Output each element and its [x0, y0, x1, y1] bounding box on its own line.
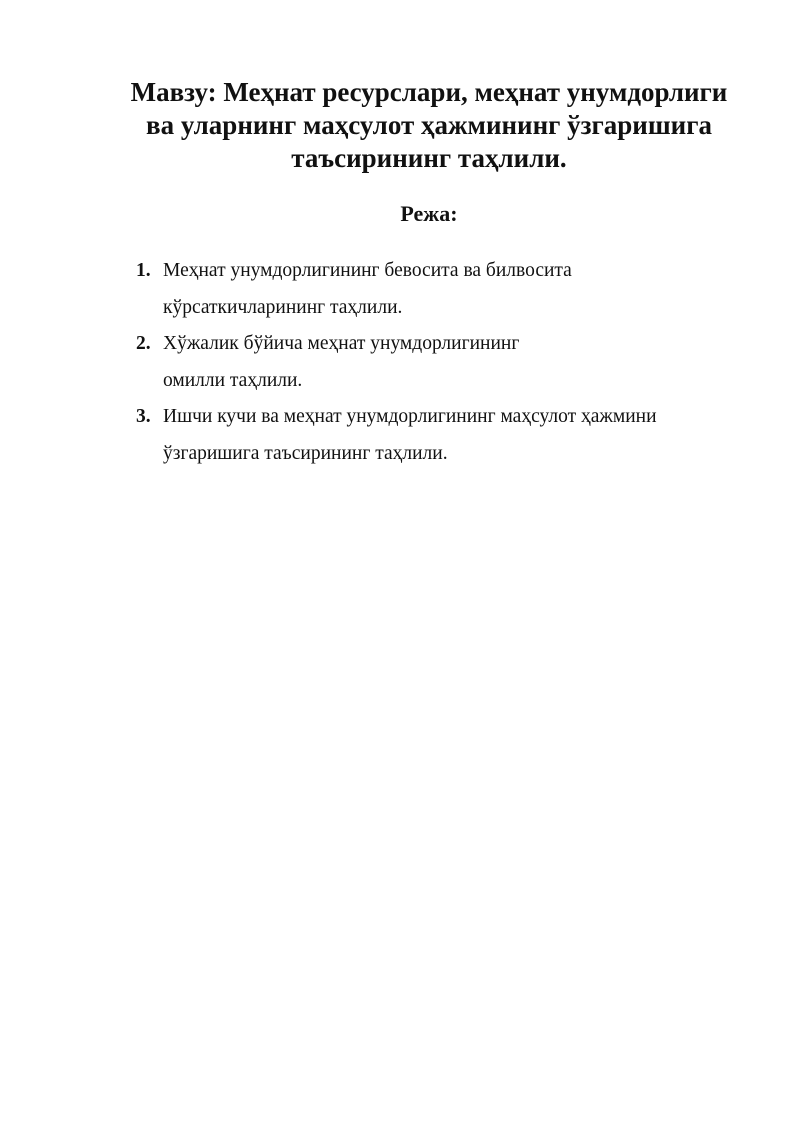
- plan-item-line: Ишчи кучи ва меҳнат унумдорлигининг маҳсулот ҳажмини: [163, 406, 657, 427]
- plan-item-number: 2.: [136, 333, 151, 354]
- plan-item-line: Меҳнат унумдорлигининг бевосита ва билвосита: [163, 260, 572, 281]
- document-title: [100, 76, 758, 175]
- plan-item-number: 3.: [136, 406, 151, 427]
- plan-item-1: [136, 253, 736, 326]
- plan-item-line: Хўжалик бўйича меҳнат унумдорлигининг: [163, 333, 520, 354]
- plan-item-number: 1.: [136, 260, 151, 281]
- title-line: Мавзу: Меҳнат ресурслари, меҳнат унумдорлиги: [130, 77, 728, 107]
- plan-item-2: [136, 326, 736, 399]
- plan-list: [136, 253, 736, 472]
- plan-item-3: [136, 399, 736, 472]
- title-line: ва уларнинг маҳсулот ҳажмининг ўзгаришига: [146, 110, 712, 140]
- plan-item-line: кўрсаткичларининг таҳлили.: [163, 296, 403, 318]
- title-line: таъсирининг таҳлили.: [291, 143, 567, 173]
- plan-item-line: ўзгаришига таъсирининг таҳлили.: [163, 442, 448, 464]
- plan-item-line: омилли таҳлили.: [163, 369, 303, 391]
- plan-heading: Режа:: [400, 201, 458, 226]
